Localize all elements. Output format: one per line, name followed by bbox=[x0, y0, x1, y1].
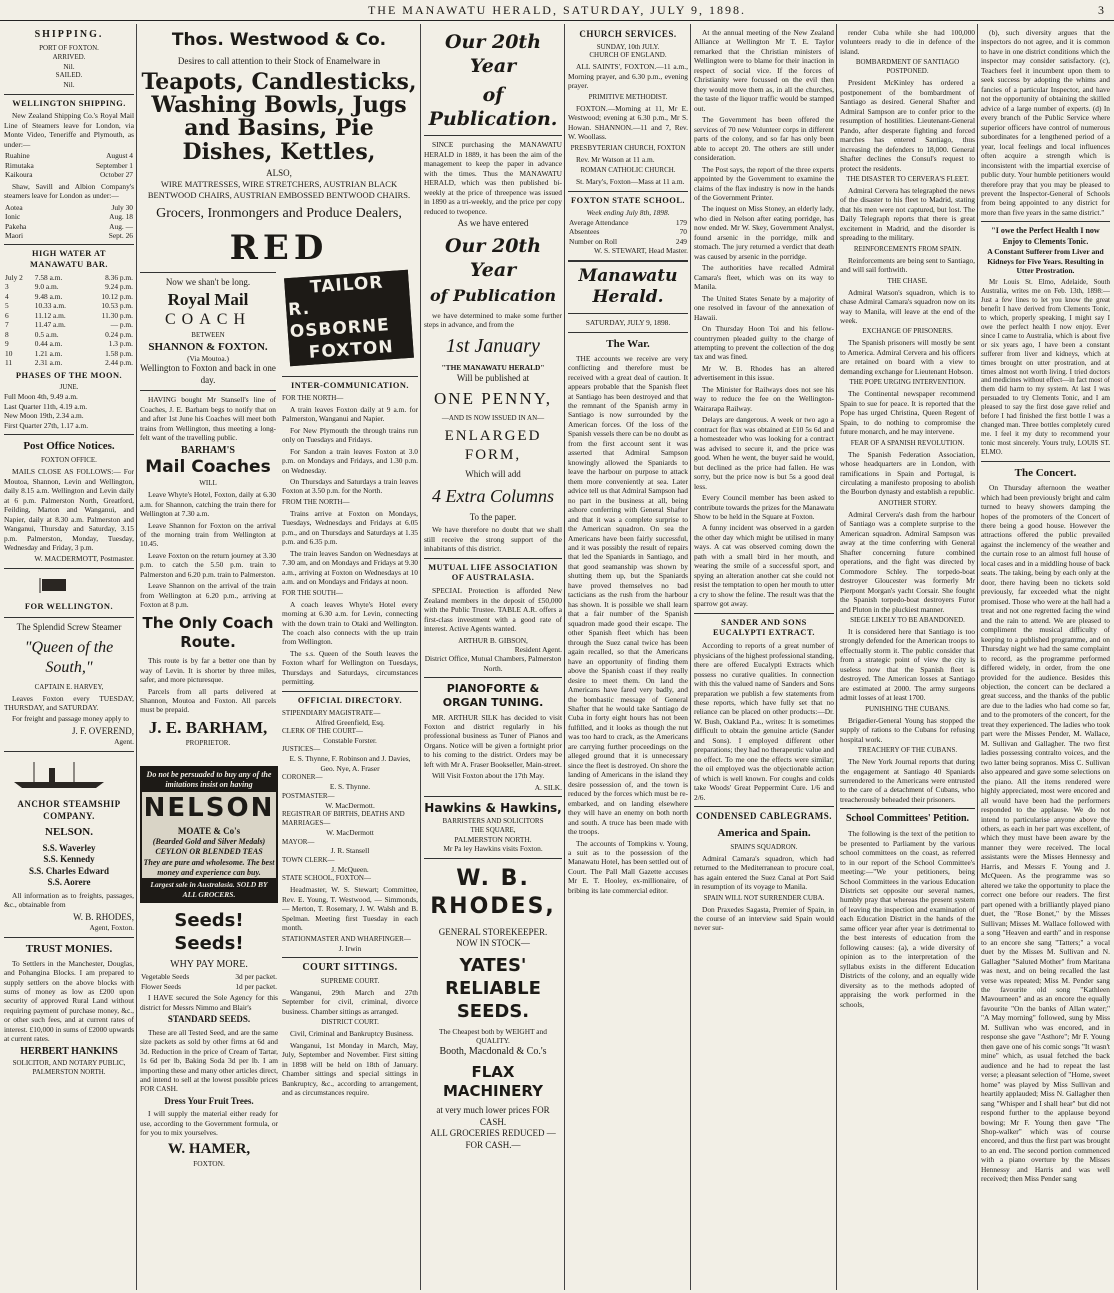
disaster-text: Admiral Cervera has telegraphed the news of the disaster to his fleet to Madrid, stating that his men were not captured, but lost. The Daily Telegraph reports that there is great excitement in Madrid, and the disorder is spreading to the military. bbox=[840, 185, 975, 243]
table-row: Rimutaka September 1 bbox=[5, 160, 133, 170]
post-office-heading: Post Office Notices. bbox=[23, 440, 115, 453]
column-7 bbox=[981, 26, 1110, 1288]
table-row: Number on Roll 249 bbox=[569, 236, 687, 246]
gibson-role: Resident Agent. bbox=[514, 644, 562, 654]
news-paragraph: The Post says, the report of the three experts appointed by the Government to examine the claims of the flax industry is now in the hands of the Government Printer. bbox=[694, 164, 834, 202]
clements-heading: "I owe the Perfect Health I now Enjoy to Clements Tonic. bbox=[991, 226, 1100, 246]
news-paragraph: The inquest on Miss Stoney, an elderly lady, who died in Nelson after eating porridge, has now ended. Mr W. Skey, Government Analyst, found arsenic in the porridge, milk and stomach. The jury returned a verdict that death was caused by arsenic in the porridge. bbox=[694, 204, 834, 261]
wellington-foxton: Wellington to Foxton and back in one day. bbox=[140, 363, 276, 385]
as-we-have: As we have entered bbox=[457, 218, 529, 228]
steamer-text2: For freight and passage money apply to bbox=[12, 714, 129, 724]
reinforcements-heading: REINFORCEMENTS FROM SPAIN. bbox=[853, 244, 962, 253]
steamer-text: Leaves Foxton every TUESDAY, THURSDAY, and SATURDAY. bbox=[4, 693, 134, 713]
column-5 bbox=[694, 26, 834, 1288]
moon-month: JUNE. bbox=[59, 383, 79, 392]
table-row: 3 9.0 a.m. 9.24 p.m. bbox=[5, 282, 133, 292]
presby-text: Rev. Mr Watson at 11 a.m. bbox=[576, 154, 655, 164]
nzsc-table bbox=[4, 151, 134, 179]
concert-text: On Thursday afternoon the weather which had been previously bright and calm turned to heavy showers damping the hopes of the promoters of the Concert of there being a good house. However the attractions offered the public prevailed against the inclemency of the weather and the curtain rose to an almost full house of local cases and in a middling house of back seats. The taking, being by each only at the door, there having been no tickets sold previously, far exceeded what the night promised. Those who were at the hall had a treat and not one regretted facing the wind and the rain to attend. We are pleased to compliment the musical difficulty of keeping to a published programme, and on Thursday night we had the same complaint to record, as the programme performed differed widely, in order, from the one provided for the audience. Besides this objection, the concert can be declared a great success, and the thanks of the public are due to the ladies who had come so far, and to the promoters of the concert, for the treat they experienced. The ladies who took part were the Misses Pender, M. Wallace, M. Sullivan and Gallagher. The two first ladies possessing contralto voices, and the two latter being sopranos. Miss C. Sullivan also appeared and gave some selections on the piano. All the items rendered were highly appreciated, most were encored and all would have been had the performers responded to the applause. We do not intend to particularise anyone above the others, as each in her part was excellent, of which they must have been aware by the manner they were received. The local assistants were the Misses Hennessy and Harris, and Messrs F. Young and J. McQueen. As the programme was so altered we take the opportunity to place the correct one before our readers. The first part opened with a brilliantly played piano duet, the "Rose Bonet," by the Misses Sullivan; Misses M. Wallace followed with a song "Heaven and earth" and in response to an encore she sang "Tatters;" a vocal duet by the Misses M. Sullivan and N. Gallagher "Saluted Mother" from Maritana was next, and on being recalled the last verse was repeated; Miss M. Pender sang the favourite old song "Kathleen Mavourneen" and as an encore the equally favourite "On the banks of Allan water;" "A May morning" followed, sung by Miss M. Sullivan who was encored, and in response she gave "Asthore"; Mr F. Young then gave one of his comic songs "It wasn't mine" which, as usual fetched the back audience and he had to repeat the last verse; a pleasant selection of "Home, sweet home" was played by Miss Sullivan and heartily applauded; Miss N. Gallagher then sang "Whisper and I shall hear" but did not respond further to the applause beyond bowing; Mr F. Young then gave "The Shop-walker" which was of course encored, and thus the first part was brought to an end. The second portion commenced with a piano overture by the Misses Hennessy and Harris and was well received; then Miss Pender sang bbox=[981, 483, 1110, 1184]
official-entry: MAYOR— J. R. Stansell bbox=[282, 837, 370, 856]
nelson-band: Do not be persuaded to buy any of the imitations insist on having bbox=[142, 768, 276, 792]
news-paragraph: On Thursday Hoon Toi and his fellow-countrymen pleaded guilty to the charge of attempting to prevent the collection of the dog tax and was fined. bbox=[694, 324, 834, 362]
north-1: A train leaves Foxton daily at 9 a.m. for Palmerston, Wanganui and Napier. bbox=[282, 404, 418, 424]
table-row: 6 11.12 a.m. 11.30 p.m. bbox=[5, 310, 133, 320]
westwood-name: Thos. Westwood & Co. bbox=[171, 30, 387, 50]
shaw-table bbox=[4, 203, 134, 241]
steamer-agent: J. F. OVEREND, bbox=[71, 725, 134, 736]
coach: COACH bbox=[164, 311, 251, 329]
shaw-text: Shaw, Savill and Albion Company's steamers leave for London as under:— bbox=[4, 181, 134, 201]
dress-text: I will supply the material either ready for use, according to the Government formula, or for you to mix yourselves. bbox=[140, 1109, 278, 1138]
first-january: 1st January bbox=[446, 334, 540, 357]
attendance-sign: W. S. STEWART, Head Master. bbox=[594, 246, 688, 256]
nelson-sale: Largest sale in Australasia. SOLD BY ALL GROCERS. bbox=[142, 878, 276, 901]
which-add: Which will add bbox=[465, 469, 521, 480]
war-text: THE accounts we receive are very conflicting and therefore must be received with a great deal of caution. It appears probable that the Spanish fleet at Santiago has been destroyed and that the remnant of the Spanish army in Santiago is now surrounded by the American forces. Of the loss of the Spanish vessels there can be no doubt as from the first account sent it was asserted that Admiral Sampson knowingly allowed the Spaniards to leave the harbour on purpose to attack them more conveniently at sea. Later advice tell us that Admiral Sampson had no part in the business at all, being ashore conferring with General Shafter and that it was a complete surprise to the American squadron. On sea the Americans have been fairly successful, and it was possibly the result of repairs that led the Spaniards in Santiago, and that good seamanship was shown by shutting them up, but the Spaniards have proved themselves no bad tacticians as the rush from the harbour has shown. It is possible we shall learn that a fair number of the Spanish squadron made good their escape. The other Spanish fleet which has been through the Suez canal twice has been again recalled, so that the Americans have an opportunity of finding them above the Spanish coast if they really desire to meet them. On land the Americans have fared very badly, and the bombastic message of General Shafter that he would take Santiago de Cuba in forty eight hours has not been fulfilled, and it looks as though the nut was too hard to crack, as the Americans are carrying further proceedings on the alleged ground that it is unnecessary since the fleet is destroyed. On shore the landing of Americans in the island they desire possession of, and the town is reduced by the forces which must be re-embarked, and on landing elsewhere they will have an enemy on both north and south. A truce has been made with the troops. bbox=[568, 353, 688, 837]
table-row: Aotea July 30 bbox=[5, 202, 133, 212]
sander-heading: SANDER AND SONS EUCALYPTI EXTRACT. bbox=[712, 617, 816, 638]
table-row: July 2 7.58 a.m. 8.36 p.m. bbox=[5, 272, 133, 282]
mutual-text: SPECIAL Protection is afforded New Zealand members in the deposit of £50,000 with the Public Trustee. TABLE A.R. offers a first-class investment with a good rate of interest. Active Agents wanted. bbox=[424, 586, 562, 634]
high-water-table bbox=[4, 273, 134, 368]
punishing-heading: PUNISHING THE CUBANS. bbox=[865, 704, 950, 713]
official-entry: CORONER— E. S. Thynne. bbox=[282, 773, 371, 792]
ship-icon bbox=[4, 760, 114, 790]
another-text: Admiral Cervera's dash from the harbour of Santiago was a complete surprise to the American squadron. Admiral Sampson was away at the time conferring with General Shafter concerning future combined operations, and the fight was directed by Commodore Schley. The torpedo-boat destroyer Gloucester was formerly Mr Pierpont Morgan's yacht Corsair. She fought the Spanish torpedo-boat destroyers Furor and Pluton in the pluckiest manner. bbox=[840, 509, 975, 614]
week-ending: Week ending July 8th, 1898. bbox=[586, 208, 670, 218]
presby-heading: PRESBYTERIAN CHURCH, FOXTON bbox=[570, 143, 686, 152]
table-row: 4 9.48 a.m. 10.12 p.m. bbox=[5, 291, 133, 301]
punishing-text: Brigadier-General Young has stopped the supply of rations to the Cubans for refusing hospital work. bbox=[840, 715, 975, 744]
column-6 bbox=[840, 26, 975, 1288]
westwood-big: Teapots, Candlesticks, Washing Bowls, Jugs and Basins, Pie Dishes, Kettles, bbox=[141, 69, 417, 165]
cheapest: The Cheapest both by WEIGHT and QUALITY. bbox=[439, 1026, 547, 1046]
disaster-heading: THE DISASTER TO CERVERA'S FLEET. bbox=[846, 175, 969, 183]
official-entry: CLERK OF THE COURT— Constable Forster. bbox=[282, 726, 377, 745]
clements-sub: A Constant Sufferer from Liver and Kidneys for Five Years. Resulting in Utter Prostration. bbox=[987, 246, 1104, 276]
table-row: 8 0.5 a.m. 0.24 p.m. bbox=[5, 329, 133, 339]
published-at: Will be published at bbox=[456, 372, 530, 383]
district-text2: Wanganui, 1st Monday in March, May, July, September and November. First sitting in 1898 will be held on 18th of January. Chamber sittings and special sittings in Bankruptcy, &c., according to arrangement, and as circumstances require. bbox=[282, 1040, 418, 1097]
seeds-text: I HAVE secured the Sole Agency for this district for Messrs Nimmo and Blair's bbox=[140, 993, 278, 1012]
nelson-ad bbox=[140, 766, 278, 903]
sander-text: According to reports of a great number of physicians of the highest professional standing, there are offered Eucalypti Extracts which possess no curative qualities. In connection with this the valued name of Sanders and Sons preparation we publish a few statements from these reports, which have fully set that no reliance can be placed on other products:—Dr. W. Bush, Oakland P.a., writes: It is sometimes difficult to obtain the genuine article (Sander and Sons). I employed different other preparations; they had no therapeutic value and no effect. To me one the effects were similar; the oil employed was the objectionable action of which is well known. For coughs and colds take Woods' Great Peppermint Cure. 1/6 and 2/6. bbox=[694, 641, 834, 802]
steamer-line: The Splendid Screw Steamer bbox=[16, 622, 122, 633]
one-penny: ONE PENNY, bbox=[434, 389, 552, 409]
from-north-1: Trains arrive at Foxton on Mondays, Tuesdays, Wednesdays and Fridays at 6.05 p.m., and on Thursdays and Saturdays at 1.35 p.m. and 6.35 p.m. bbox=[282, 508, 418, 547]
post-office-sign: W. MACDERMOTT, Postmaster. bbox=[34, 554, 134, 564]
tailor-line3: FOXTON bbox=[308, 336, 395, 363]
trust-text: To Settlers in the Manchester, Douglas, and Pohangina Blocks. I am prepared to supply settlers on the above blocks with sums of money as low as £200 upon security of approved Rural Land without requiring payment of purchase money, &c., or other such fees, and at current rates of interest. £10,000 in sums of £2000 upwards at current rates. bbox=[4, 958, 134, 1044]
table-row: Maori Sept. 26 bbox=[5, 230, 133, 240]
tailor-line2: R. OSBORNE bbox=[287, 298, 391, 343]
petition-heading: School Committees' Petition. bbox=[845, 813, 970, 825]
table-row: 7 11.47 a.m. — p.m. bbox=[5, 320, 133, 330]
north-3: For Sandon a train leaves Foxton at 3.0 p.m. on Mondays and Fridays, and 1.30 p.m. on Wednesday. bbox=[282, 446, 418, 475]
will: WILL bbox=[199, 479, 217, 488]
table-row: Average Attendance 179 bbox=[569, 217, 687, 227]
official-entry: STATIONMASTER AND WHARFINGER— J. Irwin bbox=[282, 934, 411, 953]
hamer-place: FOXTON. bbox=[193, 1159, 225, 1169]
steamer-agent-role: Agent. bbox=[114, 737, 134, 747]
anchor-agent: W. B. RHODES, bbox=[73, 911, 134, 922]
lower-prices: at very much lower prices FOR CASH. bbox=[436, 1105, 550, 1127]
anchor-agent-role: Agent, Foxton. bbox=[89, 923, 134, 933]
column-rule bbox=[564, 24, 565, 1290]
news-paragraph: A funny incident was observed in a garden the other day which might be utilised in many ways. A cat was observed coming down the path with a small bird in her mouth, and wearing the smile of a successful sport, and spying an alteration another cat she could not resist the temptation to open her mouth to utter a cry to show the feline. The result was that the sparrow got away. bbox=[694, 523, 834, 609]
siege-text: It is considered here that Santiago is too strongly defended for the American troops to effectually storm it. The public consider that from a strategic point of view the city is useless now that the Spanish fleet is destroyed. The American losses at Santiago are estimated at 2000. The army surgeons admit losses of at least 1700. bbox=[840, 626, 975, 703]
chase-heading: THE CHASE. bbox=[887, 276, 928, 285]
yates-seeds: YATES' RELIABLE SEEDS. bbox=[445, 954, 541, 1022]
booth: Booth, Macdonald & Co.'s bbox=[439, 1045, 547, 1057]
south-heading: FOR THE SOUTH— bbox=[282, 588, 343, 597]
district-heading: DISTRICT COURT. bbox=[321, 1018, 379, 1027]
from-north-heading: FROM THE NORTH— bbox=[282, 497, 350, 506]
page-number: 3 bbox=[1098, 3, 1104, 17]
moon-row: New Moon 19th, 2.34 a.m. bbox=[4, 411, 84, 421]
dress-heading: Dress Your Fruit Trees. bbox=[164, 1095, 254, 1106]
barham-text: HAVING bought Mr Stansell's line of Coaches, J. E. Barham begs to notify that on and after 1st June his Coaches will meet both trains from Wellington, thus meeting a long-felt want of the travelling public. bbox=[140, 395, 276, 443]
hamer-name: W. HAMER, bbox=[167, 1140, 251, 1157]
parcels-text: Parcels from all parts delivered at Shannon, Moutoa and Foxton. All parcels must be prepaid. bbox=[140, 686, 276, 715]
hawkins-heading: Hawkins & Hawkins, bbox=[424, 801, 562, 816]
nelson-seeds-ads bbox=[140, 760, 278, 1288]
official-entry: STATE SCHOOL, FOXTON— Headmaster, W. S. Stewart; Committee, Rev. E. Young, T. Westwood, — Simmonds, — Merton, T. Rosemary, J. W. Walsh and B. Spelman. Meeting first Tuesday in each month. bbox=[282, 874, 418, 933]
court-heading: COURT SITTINGS. bbox=[302, 962, 398, 974]
herbert-role: SOLICITOR, AND NOTARY PUBLIC, PALMERSTON NORTH. bbox=[12, 1058, 126, 1076]
why-pay: WHY PAY MORE. bbox=[170, 959, 248, 971]
school-heading: FOXTON STATE SCHOOL. bbox=[570, 195, 685, 205]
hawkins-square: THE SQUARE, bbox=[470, 825, 516, 834]
america-spain-heading: America and Spain. bbox=[717, 826, 811, 839]
hawkins-visit: Mr Pa ley Hawkins visits Foxton. bbox=[443, 844, 543, 854]
seeds-text2: These are all Tested Seed, and are the same size packets as sold by other firms at 6d and 3d. Reduction in the price of Cream of Tartar, 1s 6d per lb, Baking Soda 3d per lb. I am importing these and many other articles direct, and intend to sell at the lowest possible prices FOR CASH. bbox=[140, 1027, 278, 1094]
column-1 bbox=[4, 26, 134, 1288]
coach-schedule-1: Leave Whyte's Hotel, Foxton, daily at 6.30 a.m. for Shannon, catching the train there for Wellington at 7.30 a.m. bbox=[140, 490, 276, 519]
prim-heading: PRIMITIVE METHODIST. bbox=[588, 92, 668, 101]
paper-nameplate: Manawatu Herald. bbox=[578, 265, 678, 308]
exchange-text: The Spanish prisoners will mostly be sent to America. Admiral Cervera and his officers are retained on board with a view to demanding exchange for Lieutenant Hobson. bbox=[840, 338, 975, 376]
trust-heading: TRUST MONIES. bbox=[25, 942, 113, 955]
barham-mail: BARHAM'S bbox=[181, 444, 235, 456]
barham-name: J. E. BARHAM, bbox=[148, 717, 268, 737]
flag-icon bbox=[4, 577, 104, 593]
south-1: A coach leaves Whyte's Hotel every morning at 6.30 a.m. for Levin, connecting with the down train to Otaki and Wellington. The coach also connects with the up train from Wellington. bbox=[282, 599, 418, 647]
herbert-name: HERBERT HANKINS bbox=[20, 1045, 118, 1057]
mail-coaches: Mail Coaches bbox=[145, 457, 271, 478]
now-stock: NOW IN STOCK— bbox=[456, 938, 530, 949]
since-text: SINCE purchasing the MANAWATU HERALD in 1889, it has been the aim of the management to keep the paper in advance with the times. Thus the MANAWATU HERALD, which was then published bi-weekly at the price of threepence was issued in 1890 as a tri-weekly, and the price per copy reduced to twopence. bbox=[424, 140, 562, 216]
anchor-text: All information as to freights, passages, &c., obtainable from bbox=[4, 890, 134, 910]
spain-will-text: Don Praxedes Sagasta, Premier of Spain, in the course of an interview said Spain would never sur- bbox=[694, 904, 834, 933]
another-heading: ANOTHER STORY. bbox=[878, 498, 937, 507]
inter-communication bbox=[282, 372, 418, 1288]
north-4: On Thursdays and Saturdays a train leaves Foxton at 3.50 p.m. for the North. bbox=[282, 476, 418, 496]
coach-schedule-3: Leave Foxton on the return journey at 3.30 p.m. to catch the 5.50 p.m. train to Palmerston and 6.20 p.m. train to Palmerston. bbox=[140, 550, 276, 579]
ship-name: S.S. Waverley bbox=[42, 842, 96, 853]
hawkins-sub: BARRISTERS AND SOLICITORS bbox=[442, 816, 544, 825]
seeds-table bbox=[140, 972, 278, 991]
rc-text: St. Mary's, Foxton—Mass at 11 a.m. bbox=[576, 177, 685, 187]
table-row: Ruahine August 4 bbox=[5, 151, 133, 161]
news-paragraph: Delays are dangerous. A week or two ago a contract for flax was obtained at £10 5s 6d and a homesteader who was looking for a contract was advised to secure it, and the price was good. When he went, the buyer said he would, but declined as the price had fallen. He was sorry, but the price now is but 5s a good deal less. bbox=[694, 415, 834, 491]
our-20th-year: Our 20th Year bbox=[444, 31, 542, 78]
moon-row: First Quarter 27th, 1.17 a.m. bbox=[4, 420, 89, 430]
determined-text: we have determined to make some further steps in advance, and from the bbox=[424, 310, 562, 330]
war-heading: The War. bbox=[606, 337, 650, 350]
news-paragraph: At the annual meeting of the New Zealand Alliance at Wellington Mr T. E. Taylor remarked that the Christian ministers of Wellington were to blame for their inaction in respect of social vice. If the forces of Christianity were focussed on the evil then they would move them as, in all the churches, the taste of the liquor traffic would be stamped out. bbox=[694, 28, 834, 113]
rhodes-role: GENERAL STOREKEEPER. bbox=[438, 926, 548, 937]
nelson-moate: MOATE & Co's bbox=[177, 825, 241, 836]
spain-squadron-heading: SPAIN'S SQUADRON. bbox=[730, 842, 798, 851]
south-2: The s.s. Queen of the South leaves the Foxton wharf for Wellington on Tuesdays, Thursdays and Saturdays, circumstances permitting. bbox=[282, 648, 418, 687]
rhodes-name: W. B. RHODES, bbox=[430, 865, 556, 919]
table-row: 10 1.21 a.m. 1.58 p.m. bbox=[5, 348, 133, 358]
official-entry: JUSTICES— E. S. Thynne, F. Robinson and J. Davies, Geo. Nye, A. Fraser bbox=[282, 745, 411, 773]
news-paragraph: Mr W. B. Rhodes has an altered advertisement in this issue. bbox=[694, 363, 834, 383]
arrived-label: ARRIVED. bbox=[52, 52, 86, 61]
tailor-line1: TAILOR bbox=[309, 272, 385, 298]
seeds-heading: Seeds! Seeds! bbox=[174, 910, 244, 955]
proprietor: PROPRIETOR. bbox=[185, 738, 231, 747]
reinforcements-text: Reinforcements are being sent to Santiago, and will sail forthwith. bbox=[840, 255, 975, 275]
westwood-list: WIRE MATTRESSES, WIRE STRETCHERS, AUSTRIAN BLACK BENTWOOD CHAIRS, AUSTRIAN EMBOSSED BENTWOOD CHAIRS. bbox=[147, 179, 411, 201]
wellington-shipping-heading: WELLINGTON SHIPPING. bbox=[12, 98, 126, 108]
gibson-name: ARTHUR B. GIBSON, bbox=[458, 635, 528, 645]
arrived-value: Nil. bbox=[63, 61, 75, 71]
cablegrams-heading: CONDENSED CABLEGRAMS. bbox=[695, 811, 833, 822]
news-paragraph: The Government has been offered the services of 70 new Volunteer corps in different parts of the colony, and so far has only been able to accept 20. The others are still under consideration. bbox=[694, 115, 834, 163]
for-wellington-heading: FOR WELLINGTON. bbox=[24, 602, 114, 612]
post-office-text: MAILS CLOSE AS FOLLOWS:— For Moutoa, Shannon, Levin and Wellington, daily 8.15 a.m. Wellington and Levin daily at 6 p.m. Palmerston North, Greatford, Feilding, Marton and Wanganui, and Napier, daily at 8.30 a.m. Palmerston and Wanganui, Thursday and Saturday, 3.15 p.m. Palmerston, Monday, Tuesday, Wednesday and Friday, 3 p.m. bbox=[4, 467, 134, 552]
nelson-blend: (Bearded Gold and Silver Medals) CEYLON OR BLENDED TEAS bbox=[152, 837, 266, 857]
table-row: Vegetable Seeds 3d per packet. bbox=[141, 972, 277, 982]
westwood-also: ALSO, bbox=[266, 167, 292, 178]
enlarged-form: ENLARGED FORM, bbox=[444, 427, 542, 464]
flax-machinery: FLAX MACHINERY bbox=[442, 1062, 544, 1100]
of-publication-2: of Publication bbox=[429, 286, 556, 306]
clements-text: Mr Louis St. Elmo, Adelaide, South Australia, writes me on Feb. 13th, 1898:—Just a few lines to let you know the great benefit I have derived from Clements Tonic, to which, properly speaking, I might say I owe the perfect health I now enjoy. Ever since I came to Australia, which is about five or six years ago, I have been a constant sufferer from liver and kidneys, which at times brought on utter prostration, and at times almost not worth living. I tried doctors and medicines without effect—in fact most of them did harm to my system. At last I was persuaded to try Clements Tonic, and I am pleased to say the first dose gave relief and before I had finished the first bottle I was a changed man. Three bottles completely cured me. I feel it my duty to recommend your tonic most sincerely. Yours truly, LOUIS ST. ELMO. bbox=[981, 278, 1110, 457]
anchor-heading: ANCHOR STEAMSHIP COMPANY. bbox=[17, 799, 121, 821]
tec-text: The accounts of Tompkins v. Young, a suit as to the possession of the Manawatu Hotel, has been settled out of Court. The Pall Mall Gazette accuses Mr E. T. Hooley, ex-millionaire, of bribing its late commercial editor. bbox=[568, 838, 688, 895]
column-rule bbox=[136, 24, 137, 1290]
news-paragraph: The Minister for Railways does not see his way to reduce the fee on the Wellington-Wairarapa Railway. bbox=[694, 384, 834, 413]
official-entry: REGISTRAR OF BIRTHS, DEATHS AND MARRIAGES— W. MacDermott bbox=[282, 810, 405, 838]
moon-heading: PHASES OF THE MOON. bbox=[15, 370, 123, 380]
only-coach-text: This route is by far a better one than by way of Levin. It is shorter by three miles, safer, and more picturesque. bbox=[140, 656, 276, 685]
bombardment-text: President McKinley has ordered a postponement of the bombardment of Santiago as desired. General Shafter and Admiral Sampson are to confer prior to the resumption of hostilities. Lieutenant-General Pando, after desperate fighting and forced marches has entered Santiago, thus increasing the defenders to 18,000. General Shafter declines the Consul's request to protect the residents. bbox=[840, 78, 975, 173]
mutual-heading: MUTUAL LIFE ASSOCIATION OF AUSTRALASIA. bbox=[428, 562, 558, 583]
via: (Via Moutoa.) bbox=[187, 353, 229, 363]
to-paper: To the paper. bbox=[469, 511, 517, 522]
siege-heading: SIEGE LIKELY TO BE ABANDONED. bbox=[850, 616, 965, 625]
table-row: 5 10.33 a.m. 10.53 p.m. bbox=[5, 301, 133, 311]
column-3 bbox=[424, 26, 562, 1288]
masthead bbox=[0, 0, 1114, 21]
from-north-2: The train leaves Sandon on Wednesdays at 7.30 am, and on Mondays and Fridays at 9.30 a.m., arriving at Foxton on Wednesdays at 10 a.m. and on Mondays and Fridays at noon. bbox=[282, 548, 418, 587]
groceries: ALL GROCERIES REDUCED —FOR CASH.— bbox=[430, 1128, 556, 1150]
coach-schedule-4: Leave Shannon on the arrival of the train from Wellington at 6.20 p.m., arriving at Foxton at 8 p.m. bbox=[140, 581, 276, 610]
paper-date: SATURDAY, JULY 9, 1898. bbox=[585, 318, 671, 328]
moon-row: Full Moon 4th, 9.49 a.m. bbox=[4, 392, 78, 402]
official-entry: STIPENDIARY MAGISTRATE— Alfred Greenfield, Esq. bbox=[282, 708, 385, 727]
table-row: Ionic Aug. 18 bbox=[5, 212, 133, 222]
north-heading: FOR THE NORTH— bbox=[282, 393, 344, 402]
westwood-grocers: Grocers, Ironmongers and Produce Dealers, bbox=[156, 205, 402, 221]
pope-text: The Continental newspaper recommend Spain to sue for peace. It is reported that the Pope has urged Christina, Queen Regent of Spain, to do nothing to compromise the future monarch, and he may intervene. bbox=[840, 389, 975, 437]
church-heading: CHURCH SERVICES. bbox=[579, 29, 677, 39]
of-publication: of Publication. bbox=[428, 83, 558, 130]
shannon-foxton: SHANNON & FOXTON. bbox=[148, 340, 268, 353]
north-2: For New Plymouth the through trains run only on Tuesdays and Fridays. bbox=[282, 425, 418, 445]
table-row: 11 2.31 a.m. 2.44 p.m. bbox=[5, 358, 133, 368]
high-water-heading: HIGH WATER AT MANAWATU BAR. bbox=[30, 249, 108, 270]
attendance-table bbox=[568, 218, 688, 246]
sailed-label: SAILED. bbox=[55, 71, 83, 80]
royal-mail: Royal Mail bbox=[167, 289, 249, 309]
column-rule bbox=[836, 24, 837, 1290]
piano-text: MR. ARTHUR SILK has decided to visit Foxton and district regularly in his professional business as Tuner of Pianos and Organs. Notice will be given a fortnight prior to his coming to the district. Orders may be left with Mr A. Fraser Bookseller, Main-street. bbox=[424, 712, 562, 769]
piano-heading: PIANOFORTE & ORGAN TUNING. bbox=[442, 682, 544, 710]
table-row: Flower Seeds 1d per packet. bbox=[141, 981, 277, 991]
bombardment-heading: BOMBARDMENT OF SANTIAGO POSTPONED. bbox=[855, 58, 960, 76]
table-row: Absentees 70 bbox=[569, 227, 687, 237]
official-heading: OFFICIAL DIRECTORY. bbox=[297, 695, 403, 705]
issued-line: —AND IS NOW ISSUED IN AN— bbox=[441, 413, 545, 422]
between: BETWEEN bbox=[191, 330, 225, 339]
column-4 bbox=[568, 26, 688, 1288]
petition-text: The following is the text of the petition to be presented to Parliament by the various school committees on the coast, as referred to in our report of the School Committee's meeting:—"We your petitioners, being School Committees in the various Education Districts set opposite our several names, humbly pray that whereas the present system of leaving the inspection and examination of each Education District in the hands of the same officer year after year is detrimental to the best interests of education from the following causes: (a), a wide diversity of opinion as to the interpretation of the syllabus exists in the different Education Districts of the colony, and an equally wide diversity as to the methods adopted of appraising the work performed in the schools, bbox=[840, 829, 975, 1009]
doubt-text: We have therefore no doubt that we shall still receive the strong support of the inhabitants of this district. bbox=[424, 525, 562, 554]
petition-continued: (b), such diversity argues that the inspectors do not agree, and it is common to have in one district conditions which the inspector may consider satisfactory. (c), Teachers feel it incumbent upon them to seek success by adopting the whims and fancies of a particular Inspector, and have not the opportunity of obtaining the skilled advice of a large number of experts. (d) In every branch of the Public Service where superior officers have control of numerous subordinates for a lengthened period of a year, local feelings and local influences often acquire a strength which is inconsistent with the impartial exercise of public duty. Your humble petitioners would therefore pray that you may be pleased to prevent the Inspector-General of Schools from being appointed to any district for more than five years in the same district." bbox=[981, 28, 1110, 217]
piano-visit: Will Visit Foxton about the 17th May. bbox=[432, 771, 545, 781]
supreme-heading: SUPREME COURT. bbox=[320, 976, 380, 985]
column-rule bbox=[690, 24, 691, 1290]
steamer-captain: CAPTAIN E. HARVEY, bbox=[34, 682, 104, 691]
table-row: Pakeha Aug. — bbox=[5, 221, 133, 231]
district-text: Civil, Criminal and Bankruptcy Business. bbox=[290, 1029, 414, 1039]
official-entry: TOWN CLERK— J. McQueen. bbox=[282, 855, 369, 874]
westwood-intro: Desires to call attention to their Stock of Enamelware in bbox=[177, 55, 381, 66]
column-rule bbox=[420, 24, 421, 1290]
table-row: 9 0.44 a.m. 1.3 p.m. bbox=[5, 339, 133, 349]
pope-heading: THE POPE URGING INTERVENTION. bbox=[849, 378, 966, 387]
treachery-text: The New York Journal reports that during the engagement at Santiago 40 Spaniards surrendered to the Americans were entrusted to the care of a detachment of Cubans, who treacherously beheaded their prisoners. bbox=[840, 757, 975, 804]
coach-schedule-2: Leave Shannon for Foxton on the arrival of the morning train from Wellington at 10.45. bbox=[140, 520, 276, 549]
westwood-ad bbox=[140, 26, 418, 266]
fear-text: The Spanish Federation Association, whose headquarters are in London, with ramifications in Spain and Portugal, is circulating a manifesto proposing to abolish the Bourbon dynasty and establish a republic. bbox=[840, 449, 975, 497]
our-20th-year-2: Our 20th Year bbox=[444, 234, 542, 281]
fear-heading: FEAR OF A SPANISH REVOLUTION. bbox=[850, 438, 965, 447]
sailed-value: Nil. bbox=[63, 80, 75, 90]
prim-text: FOXTON.—Morning at 11, Mr E. Westwood; evening at 6.30 p.m., Mr S. Howan. SHANNON.—11 and 7, Rev. W. Woollass. bbox=[568, 103, 688, 142]
spain-squadron-text: Admiral Camara's squadron, which had returned to the Mediterranean to procure coal, has again entered the Suez Canal at Port Said in resumption of its voyage to Manila. bbox=[694, 853, 834, 892]
herald-name: "THE MANAWATU HERALD" bbox=[441, 363, 545, 373]
nelson-heading: NELSON. bbox=[45, 826, 93, 839]
rc-heading: ROMAN CATHOLIC CHURCH. bbox=[580, 166, 676, 175]
red-house: RED bbox=[229, 227, 329, 266]
shipping-heading: SHIPPING. bbox=[34, 29, 104, 40]
shan-line: Now we shan't be long. bbox=[165, 277, 251, 287]
treachery-heading: TREACHERY OF THE CUBANS. bbox=[857, 746, 958, 755]
cofe-text: ALL SAINTS', FOXTON.—11 a.m., Morning prayer, and 6.30 p.m., evening prayer. bbox=[568, 62, 688, 91]
column-rule bbox=[977, 24, 978, 1290]
silk-sign: A. SILK. bbox=[534, 782, 562, 792]
extra-columns: 4 Extra Columns bbox=[431, 485, 554, 506]
ship-name: S.S. Aorere bbox=[47, 877, 91, 888]
port-heading: PORT OF FOXTON. bbox=[39, 43, 99, 52]
ship-name: S.S. Charles Edward bbox=[28, 865, 109, 876]
cofe-heading: CHURCH OF ENGLAND. bbox=[589, 51, 667, 60]
moon-row: Last Quarter 11th, 4.19 a.m. bbox=[4, 401, 88, 411]
tailor-logo bbox=[284, 270, 414, 366]
news-paragraph: The authorities have recalled Admiral Camara's fleet, which was on its way to Manila. bbox=[694, 263, 834, 292]
standard-seeds: STANDARD SEEDS. bbox=[167, 1014, 251, 1025]
only-coach: The Only Coach Route. bbox=[142, 613, 274, 651]
inter-heading: INTER-COMMUNICATION. bbox=[290, 381, 410, 390]
table-row: Kaikoura October 27 bbox=[5, 170, 133, 180]
exchange-heading: EXCHANGE OF PRISONERS. bbox=[862, 327, 953, 336]
supreme-text: Wanganui, 29th March and 27th September for civil, criminal, divorce business. Chamber sittings as arranged. bbox=[282, 987, 418, 1016]
news-paragraph: render Cuba while she had 100,000 volunteers ready to die in defence of the island. bbox=[840, 28, 975, 56]
nelson-name: NELSON bbox=[143, 793, 275, 824]
chase-text: Admiral Watson's squadron, which is to chase Admiral Camara's squadron now on its way to Manila, will leave at the end of the week. bbox=[840, 287, 975, 326]
concert-heading: The Concert. bbox=[1014, 467, 1077, 480]
steamer-name: "Queen of the South," bbox=[24, 638, 114, 677]
nzsc-text: New Zealand Shipping Co.'s Royal Mail Line of Steamers leave for London, via Monte Video, Teneriffe and Plymouth, as under:— bbox=[4, 111, 134, 149]
hawkins-pn: PALMERSTON NORTH. bbox=[454, 834, 532, 844]
news-paragraph: The United States Senate by a majority of one resolved in favour of the annexation of Hawaii. bbox=[694, 293, 834, 322]
ship-name: S.S. Kennedy bbox=[43, 854, 95, 865]
gibson-office: District Office, Mutual Chambers, Palmerston North. bbox=[424, 654, 562, 673]
spain-will-heading: SPAIN WILL NOT SURRENDER CUBA. bbox=[703, 893, 825, 902]
nelson-pure: They are pure and wholesome. The best money and experience can buy. bbox=[143, 857, 275, 877]
official-entry: POSTMASTER— W. MacDermott. bbox=[282, 791, 375, 810]
news-paragraph: Every Council member has been asked to contribute towards the prizes for the Manawatu Show to be held in the Square at Foxton. bbox=[694, 493, 834, 521]
sunday-date: SUNDAY, 10th JULY. bbox=[596, 42, 660, 51]
masthead-title: THE MANAWATU HERALD, SATURDAY, JULY 9, 1898. bbox=[367, 3, 747, 17]
post-office-sub: FOXTON OFFICE. bbox=[41, 456, 97, 465]
